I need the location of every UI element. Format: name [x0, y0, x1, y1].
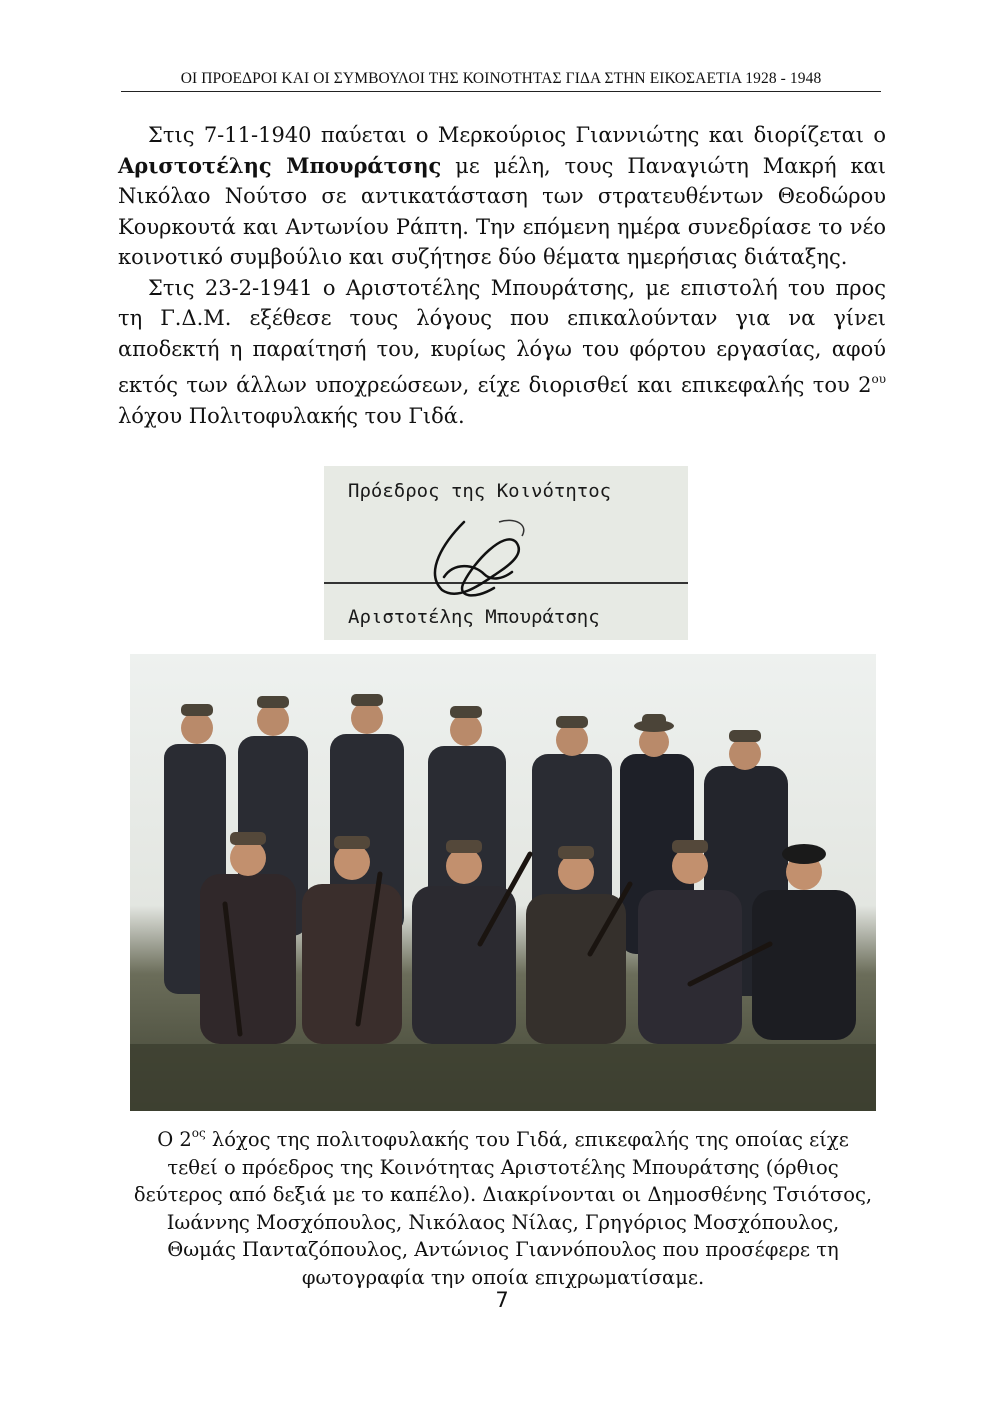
group-photo: [130, 654, 876, 1111]
signature-scribble-icon: [404, 502, 554, 612]
paragraph-1-start: Στις 7-11-1940 παύεται ο Μερκούριος Γιαννιώτης και διορίζεται ο: [148, 123, 886, 147]
group-photo-illustration: [130, 654, 876, 1111]
caption-text: λόχος της πολιτοφυλακής του Γιδά, επικεφαλής της οποίας είχε τεθεί ο πρόεδρος της Κοινότητας Αριστοτέλης Μπουράτσης (όρθιος δεύτερος από δεξιά με το καπέλο). Διακρίνονται οι Δημοσθένης Τσιότσος, Ιωάννης Μοσχόπουλος, Νικόλαος Νίλας, Γρηγόριος Μοσχόπουλος, Θωμάς Πανταζόπουλος, Αντώνιος Γιαννόπουλος που προσέφερε τη φωτογραφία την οποία επιχρωματίσαμε.: [133, 1128, 873, 1289]
signature-title: Πρόεδρος της Κοινότητος: [348, 480, 612, 502]
signature-name: Αριστοτέλης Μπουράτσης: [348, 606, 600, 628]
paragraph-2: [118, 273, 886, 432]
caption-start: Ο 2: [157, 1128, 192, 1151]
body-text: [118, 120, 886, 431]
signature-image: [324, 466, 688, 640]
paragraph-1: [118, 120, 886, 273]
running-header: ΟΙ ΠΡΟΕΔΡΟΙ ΚΑΙ ΟΙ ΣΥΜΒΟΥΛΟΙ ΤΗΣ ΚΟΙΝΟΤΗΤΑΣ ΓΙΔΑ ΣΤΗΝ ΕΙΚΟΣΑΕΤΙΑ 1928 - 1948: [121, 70, 881, 92]
paragraph-2-end: λόχου Πολιτοφυλακής του Γιδά.: [118, 403, 465, 428]
photo-caption: [130, 1120, 876, 1291]
paragraph-2-start: Στις 23-2-1941 ο Αριστοτέλης Μπουράτσης, με επιστολή του προς τη Γ.Δ.Μ. εξέθεσε τους λόγους που επικαλούνταν για να γίνει αποδεκτή η παραίτησή του, κυρίως λόγω του φόρτου εργασίας, αφού εκτός των άλλων υποχρεώσεων, είχε διορισθεί και επικεφαλής του 2: [118, 275, 886, 397]
caption-superscript: ος: [191, 1126, 206, 1140]
paragraph-1-bold-name: Αριστοτέλης Μπουράτσης: [118, 152, 442, 178]
page-number: 7: [495, 1288, 509, 1312]
paragraph-1-end: με μέλη, τους Παναγιώτη Μακρή και Νικόλαο Νούτσο σε αντικατάσταση των στρατευθέντων Θεοδώρου Κουρκουτά και Αντωνίου Ράπτη. Την επόμενη ημέρα συνεδρίασε το νέο κοινοτικό συμβούλιο και συζήτησε δύο θέματα ημερήσιας διάταξης.: [118, 153, 886, 269]
paragraph-2-superscript: ου: [871, 372, 886, 386]
